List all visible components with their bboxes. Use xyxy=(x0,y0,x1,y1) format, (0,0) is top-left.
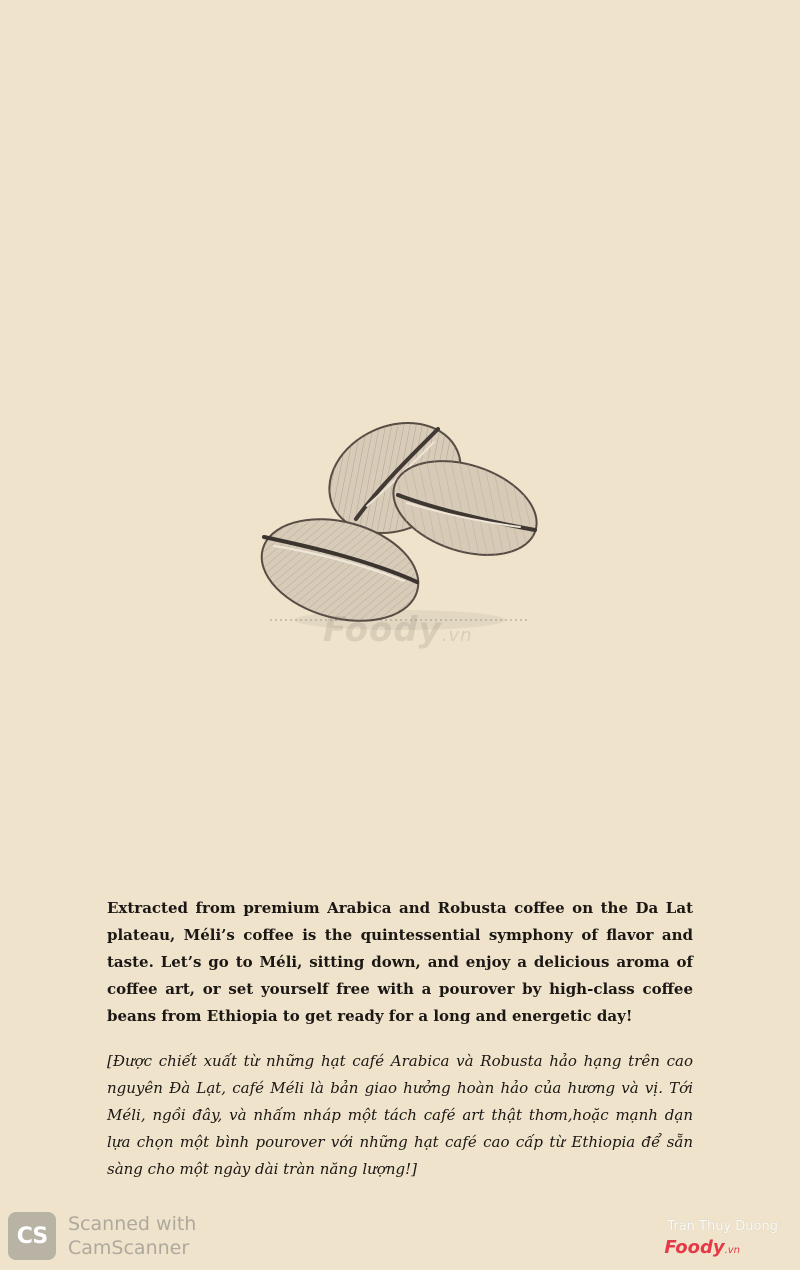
vietnamese-description: [Được chiết xuất từ những hạt café Arabica và Robusta hảo hạng trên cao nguyên Đà Lạt, café Méli là bản giao hưởng hoàn hảo của hương và vị. Tới Méli, ngồi đây, và nhấm nháp một tách café art thật thơm,hoặc mạnh dạn lựa chọn một bình pourover với những hạt café cao cấp từ Ethiopia để sẵn sàng cho một ngày dài tràn năng lượng!] xyxy=(107,1052,693,1178)
coffee-beans-illustration xyxy=(250,400,550,650)
english-description: Extracted from premium Arabica and Robusta coffee on the Da Lat plateau, Méli’s coffee is the quintessential symphony of flavor and taste. Let’s go to Méli, sitting down, and enjoy a delicious aroma of coffee art, or set yourself free with a pourover by high-class coffee beans from Ethiopia to get ready for a long and energetic day! xyxy=(107,899,693,1025)
coffee-beans-sketch-icon xyxy=(250,400,550,650)
footer-branding xyxy=(628,1218,778,1261)
foody-watermark-tld: .vn xyxy=(441,625,473,646)
description-content xyxy=(107,895,693,1183)
camscanner-logo xyxy=(8,1212,56,1260)
foody-logo xyxy=(628,1238,778,1261)
camscanner-text xyxy=(68,1212,196,1260)
camscanner-line-2: CamScanner xyxy=(68,1237,190,1259)
foody-logo-name: Foody xyxy=(664,1237,725,1258)
foody-logo-tld: .vn xyxy=(724,1245,740,1256)
camscanner-line-1: Scanned with xyxy=(68,1213,197,1235)
author-name: Tran Thuy Duong xyxy=(667,1219,778,1234)
camscanner-logo-text: CS xyxy=(16,1223,48,1249)
foody-watermark-name: Foody xyxy=(323,610,442,650)
camscanner-badge xyxy=(8,1210,218,1262)
